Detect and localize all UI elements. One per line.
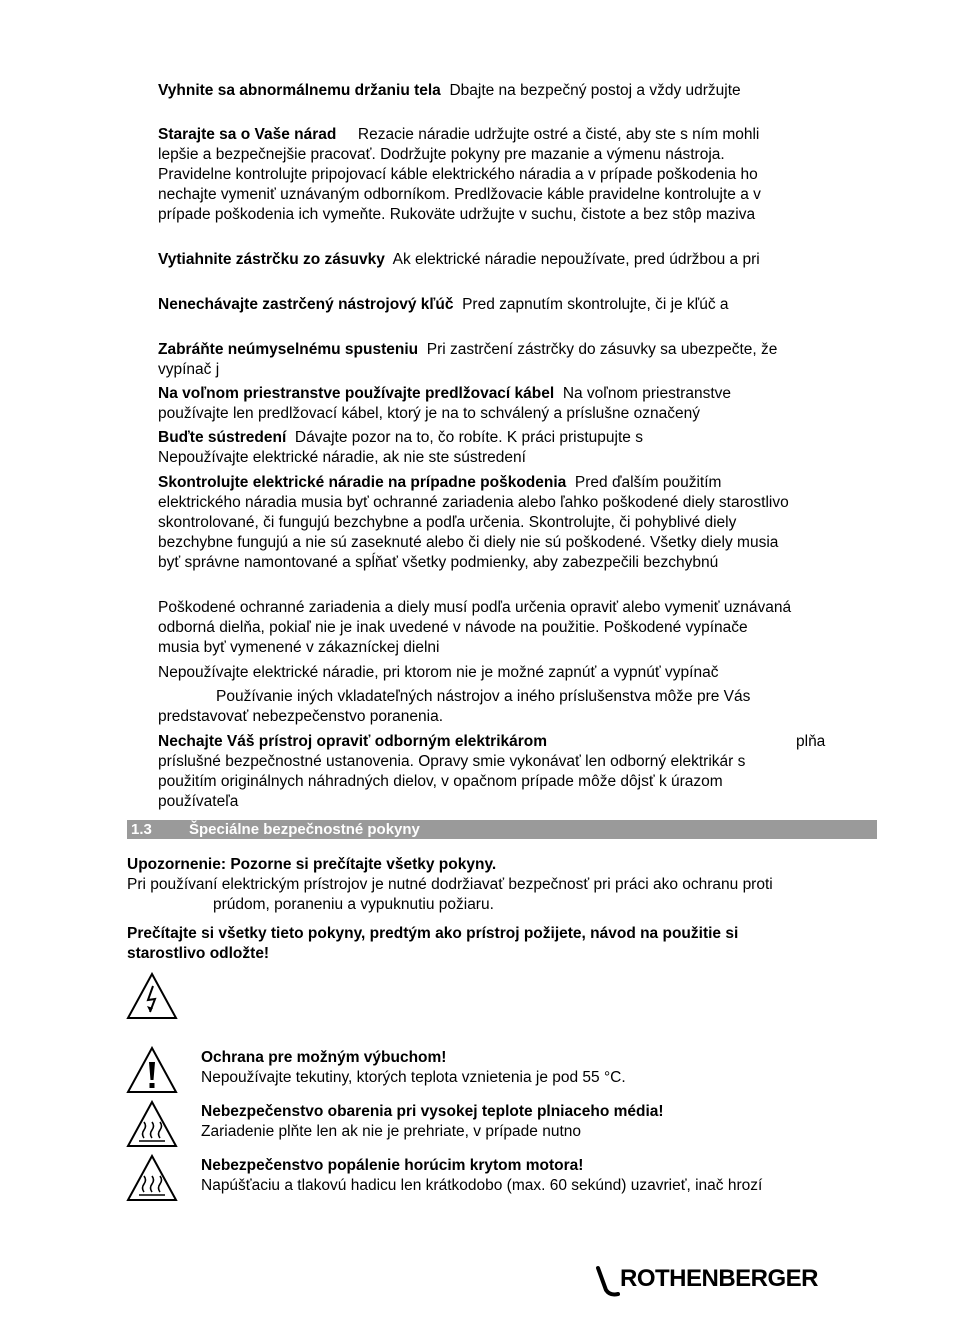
electric-hazard-icon bbox=[126, 972, 178, 1020]
paragraph-accessories bbox=[158, 687, 878, 727]
warning-title: Upozornenie: Pozorne si prečítajte všetky pokyny. bbox=[127, 856, 497, 873]
paragraph-text: Na voľnom priestranstve bbox=[562, 385, 732, 402]
paragraph-line: použitím originálnych náhradných dielov, v opačnom prípade môže dôjsť k úrazom bbox=[158, 773, 723, 790]
warning-text: Nepoužívajte tekutiny, ktorých teplota vznietenia je pod 55 °C. bbox=[201, 1069, 626, 1086]
paragraph-heading: Vytiahnite zástrčku zo zásuvky bbox=[158, 251, 385, 268]
brand-logo bbox=[594, 1262, 834, 1298]
paragraph-line: Pravidelne kontrolujte pripojovací káble elektrického náradia a v prípade poškodenia ho bbox=[158, 166, 758, 183]
paragraph-accidental-start bbox=[158, 340, 878, 380]
warning-line: prúdom, poraneniu a vypuknutiu požiaru. bbox=[213, 896, 494, 913]
paragraph-heading: Nechajte Váš prístroj opraviť odborným elektrikárom bbox=[158, 733, 548, 750]
paragraph-key bbox=[158, 295, 878, 315]
warning-title: Nebezpečenstvo popálenie horúcim krytom motora! bbox=[201, 1157, 584, 1174]
paragraph-switch bbox=[158, 663, 878, 683]
warning-burn bbox=[201, 1156, 881, 1196]
paragraph-text: Pri zastrčení zástrčky do zásuvky sa ubezpečte, že bbox=[426, 341, 778, 358]
paragraph-text: Dbajte na bezpečný postoj a vždy udržujte bbox=[449, 82, 741, 99]
paragraph-line: lepšie a bezpečnejšie pracovať. Dodržujte pokyny pre mazanie a výmenu nástroja. bbox=[158, 146, 725, 163]
note-line: Prečítajte si všetky tieto pokyny, predtým ako prístroj požijete, návod na použitie si bbox=[127, 925, 739, 942]
paragraph-unplug bbox=[158, 250, 878, 270]
paragraph-line: elektrického náradia musia byť ochranné zariadenia alebo ľahko poškodené diely starostlivo bbox=[158, 494, 789, 511]
paragraph-line: vypínač j bbox=[158, 361, 220, 378]
paragraph-line: Poškodené ochranné zariadenia a diely musí podľa určenia opraviť alebo vymeniť uznávaná bbox=[158, 599, 792, 616]
paragraph-text: Dávajte pozor na to, čo robíte. K práci pristupujte s bbox=[294, 429, 643, 446]
paragraph-extension-cable bbox=[158, 384, 878, 424]
paragraph-line: nechajte vymeniť uznávaným odborníkom. Predlžovacie káble pravidelne kontrolujte a v bbox=[158, 186, 761, 203]
brand-name: ROTHENBERGER bbox=[620, 1265, 819, 1292]
paragraph-heading: Vyhnite sa abnormálnemu držaniu tela bbox=[158, 82, 441, 99]
paragraph-line: Nepoužívajte elektrické náradie, ak nie ste sústredení bbox=[158, 449, 526, 466]
hot-surface-icon bbox=[126, 1154, 178, 1202]
paragraph-text: Nepoužívajte elektrické náradie, pri ktorom nie je možné zapnúť a vypnúť vypínač bbox=[158, 664, 719, 681]
warning-explosion bbox=[201, 1048, 881, 1088]
paragraph-line: používateľa bbox=[158, 793, 239, 810]
warning-scalding bbox=[201, 1102, 881, 1142]
section-number: 1.3 bbox=[131, 821, 152, 838]
paragraph-posture bbox=[158, 81, 878, 101]
paragraph-tool-care bbox=[158, 125, 878, 225]
warning-title: Ochrana pre možným výbuchom! bbox=[201, 1049, 447, 1066]
section-title: Špeciálne bezpečnostné pokyny bbox=[189, 821, 420, 838]
paragraph-heading: Starajte sa o Vaše nárad bbox=[158, 126, 337, 143]
paragraph-line: používajte len predlžovací kábel, ktorý je na to schválený a príslušne označený bbox=[158, 405, 700, 422]
paragraph-line: príslušné bezpečnostné ustanovenia. Opravy smie vykonávať len odborný elektrikár s bbox=[158, 753, 746, 770]
paragraph-text: Pred zapnutím skontrolujte, či je kľúč a bbox=[462, 296, 729, 313]
warning-title: Nebezpečenstvo obarenia pri vysokej teplote plniaceho média! bbox=[201, 1103, 664, 1120]
paragraph-text: Ak elektrické náradie nepoužívate, pred údržbou a pri bbox=[392, 251, 760, 268]
paragraph-line: byť správne namontované a spĺňať všetky podmienky, aby zabezpečili bezchybnú bbox=[158, 554, 719, 571]
paragraph-line: bezchybne fungujú a nie sú zaseknuté alebo či diely nie sú poškodené. Všetky diely musia bbox=[158, 534, 779, 551]
paragraph-heading: Buďte sústredení bbox=[158, 429, 287, 446]
paragraph-line: odborná dielňa, pokiaľ nie je inak uvedené v návode na použitie. Poškodené vypínače bbox=[158, 619, 748, 636]
hot-surface-icon bbox=[126, 1100, 178, 1148]
paragraph-repair-guards bbox=[158, 598, 878, 658]
warning-text: Napúšťaciu a tlakovú hadicu len krátkodobo (max. 60 sekúnd) uzavrieť, inač hrozí bbox=[201, 1177, 763, 1194]
paragraph-text: plňa bbox=[796, 733, 826, 750]
note-line: starostlivo odložte! bbox=[127, 945, 270, 962]
paragraph-focus bbox=[158, 428, 878, 468]
paragraph-line: prípade poškodenia ich vymeňte. Rukoväte udržujte v suchu, čistote a bez stôp maziva bbox=[158, 206, 756, 223]
paragraph-line: predstavovať nebezpečenstvo poranenia. bbox=[158, 708, 444, 725]
exclamation-warning-icon bbox=[126, 1046, 178, 1094]
paragraph-line: skontrolované, či fungujú bezchybne a podľa určenia. Skontrolujte, či pohyblivé diely bbox=[158, 514, 737, 531]
paragraph-text: Pred ďalším použitím bbox=[574, 474, 722, 491]
warning-line: Pri používaní elektrickým prístrojov je nutné dodržiavať bezpečnosť pri práci ako ochranu proti bbox=[127, 876, 773, 893]
paragraph-damage-check bbox=[158, 473, 878, 573]
paragraph-heading: Zabráňte neúmyselnému spusteniu bbox=[158, 341, 419, 358]
paragraph-heading: Skontrolujte elektrické náradie na prípadne poškodenia bbox=[158, 474, 567, 491]
paragraph-heading: Na voľnom priestranstve používajte predlžovací kábel bbox=[158, 385, 555, 402]
paragraph-repair-electrician bbox=[158, 732, 878, 812]
warning-note bbox=[127, 855, 877, 915]
paragraph-line: Používanie iných vkladateľných nástrojov a iného príslušenstva môže pre Vás bbox=[216, 688, 751, 705]
read-instructions-note bbox=[127, 924, 877, 964]
paragraph-heading: Nenechávajte zastrčený nástrojový kľúč bbox=[158, 296, 454, 313]
paragraph-line: musia byť vymenené v zákazníckej dielni bbox=[158, 639, 440, 656]
paragraph-text: Rezacie náradie udržujte ostré a čisté, aby ste s ním mohli bbox=[357, 126, 760, 143]
section-header bbox=[127, 820, 877, 839]
warning-text: Zariadenie plňte len ak nie je prehriate, v prípade nutno bbox=[201, 1123, 581, 1140]
